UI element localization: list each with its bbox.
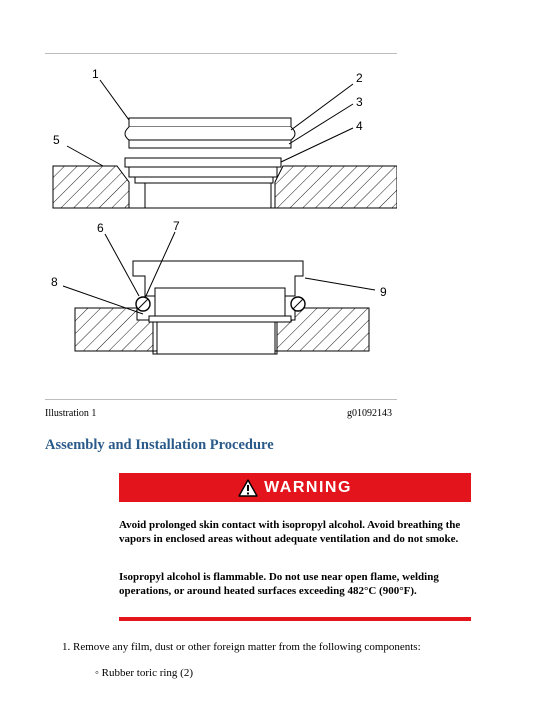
callout-1: 1 (92, 67, 99, 81)
callout-3: 3 (356, 95, 363, 109)
callout-2: 2 (356, 71, 363, 85)
warning-paragraph-1: Avoid prolonged skin contact with isopropyl alcohol. Avoid breathing the vapors in enclosed areas without adequate ventilation and do not smoke. (119, 519, 461, 545)
callout-4: 4 (356, 119, 363, 133)
illustration-label: Illustration 1 (45, 408, 97, 419)
illustration-seal-assembly (45, 58, 397, 396)
warning-paragraph-2: Isopropyl alcohol is flammable. Do not use near open flame, welding operations, or around heated surfaces exceeding 482°C (900°F). (119, 571, 439, 597)
list-item-text: Rubber toric ring (2) (101, 667, 193, 679)
warning-triangle-icon (238, 479, 258, 497)
callout-9: 9 (380, 285, 387, 299)
toric-ring-top (125, 127, 295, 140)
seal-part-1 (129, 118, 291, 127)
list-item (95, 667, 193, 679)
step-number: 1. (62, 641, 71, 653)
top-rule (45, 53, 397, 54)
illustration-id: g01092143 (347, 408, 392, 419)
callout-8: 8 (51, 275, 58, 289)
warning-bottom-bar (119, 617, 471, 621)
step-1 (62, 641, 421, 653)
callout-6: 6 (97, 221, 104, 235)
callout-5: 5 (53, 133, 60, 147)
bullet: ◦ (95, 667, 99, 679)
warning-banner (119, 473, 471, 502)
bottom-rule (45, 399, 397, 400)
step-text: Remove any film, dust or other foreign matter from the following components: (73, 641, 421, 653)
section-heading: Assembly and Installation Procedure (45, 437, 274, 453)
callout-7: 7 (173, 219, 180, 233)
warning-label: WARNING (264, 478, 352, 496)
